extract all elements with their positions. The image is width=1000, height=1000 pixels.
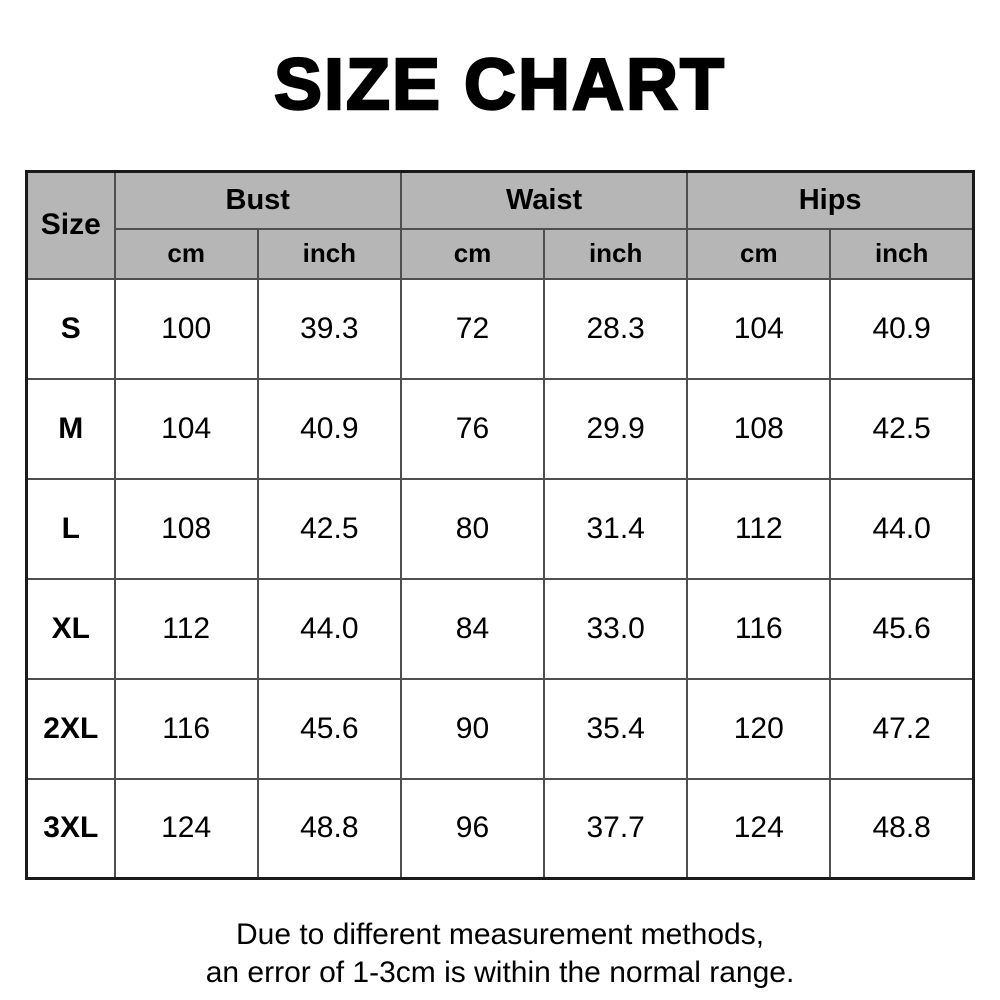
waist-cm-value: 84 [401,579,544,679]
waist-inch-value: 31.4 [544,479,687,579]
unit-header-hips-inch: inch [830,229,973,279]
hips-cm-value: 108 [687,379,830,479]
hips-inch-value: 45.6 [830,579,973,679]
page-title: SIZE CHART [274,45,726,125]
waist-cm-value: 72 [401,279,544,379]
unit-header-bust-cm: cm [115,229,258,279]
waist-cm-value: 90 [401,679,544,779]
column-group-hips: Hips [687,172,973,229]
hips-cm-value: 104 [687,279,830,379]
size-label: S [27,279,115,379]
waist-inch-value: 35.4 [544,679,687,779]
hips-inch-value: 44.0 [830,479,973,579]
measurement-disclaimer [0,916,1000,992]
unit-header-hips-cm: cm [687,229,830,279]
hips-cm-value: 120 [687,679,830,779]
column-header-size: Size [27,172,115,279]
bust-cm-value: 104 [115,379,258,479]
header-unit-row [27,229,974,279]
disclaimer-line-2: an error of 1-3cm is within the normal range. [205,956,795,989]
disclaimer-line-1: Due to different measurement methods, [235,918,765,951]
hips-cm-value: 112 [687,479,830,579]
hips-cm-value: 116 [687,579,830,679]
column-group-bust: Bust [115,172,401,229]
size-label: XL [27,579,115,679]
bust-cm-value: 108 [115,479,258,579]
table-row-m [27,379,974,479]
waist-inch-value: 33.0 [544,579,687,679]
bust-inch-value: 39.3 [258,279,401,379]
waist-inch-value: 37.7 [544,779,687,879]
column-group-waist: Waist [401,172,687,229]
unit-header-bust-inch: inch [258,229,401,279]
waist-inch-value: 28.3 [544,279,687,379]
unit-header-waist-inch: inch [544,229,687,279]
hips-cm-value: 124 [687,779,830,879]
size-label: 3XL [27,779,115,879]
table-row-3xl [27,779,974,879]
hips-inch-value: 48.8 [830,779,973,879]
bust-inch-value: 48.8 [258,779,401,879]
bust-cm-value: 100 [115,279,258,379]
bust-inch-value: 40.9 [258,379,401,479]
bust-cm-value: 124 [115,779,258,879]
unit-header-waist-cm: cm [401,229,544,279]
hips-inch-value: 42.5 [830,379,973,479]
waist-cm-value: 80 [401,479,544,579]
waist-inch-value: 29.9 [544,379,687,479]
header-group-row [27,172,974,229]
waist-cm-value: 96 [401,779,544,879]
bust-cm-value: 112 [115,579,258,679]
table-row-l [27,479,974,579]
bust-inch-value: 45.6 [258,679,401,779]
bust-inch-value: 42.5 [258,479,401,579]
hips-inch-value: 40.9 [830,279,973,379]
table-row-s [27,279,974,379]
table-row-2xl [27,679,974,779]
hips-inch-value: 47.2 [830,679,973,779]
size-label: L [27,479,115,579]
size-label: M [27,379,115,479]
bust-cm-value: 116 [115,679,258,779]
bust-inch-value: 44.0 [258,579,401,679]
table-row-xl [27,579,974,679]
waist-cm-value: 76 [401,379,544,479]
size-label: 2XL [27,679,115,779]
size-chart-table [25,170,975,880]
